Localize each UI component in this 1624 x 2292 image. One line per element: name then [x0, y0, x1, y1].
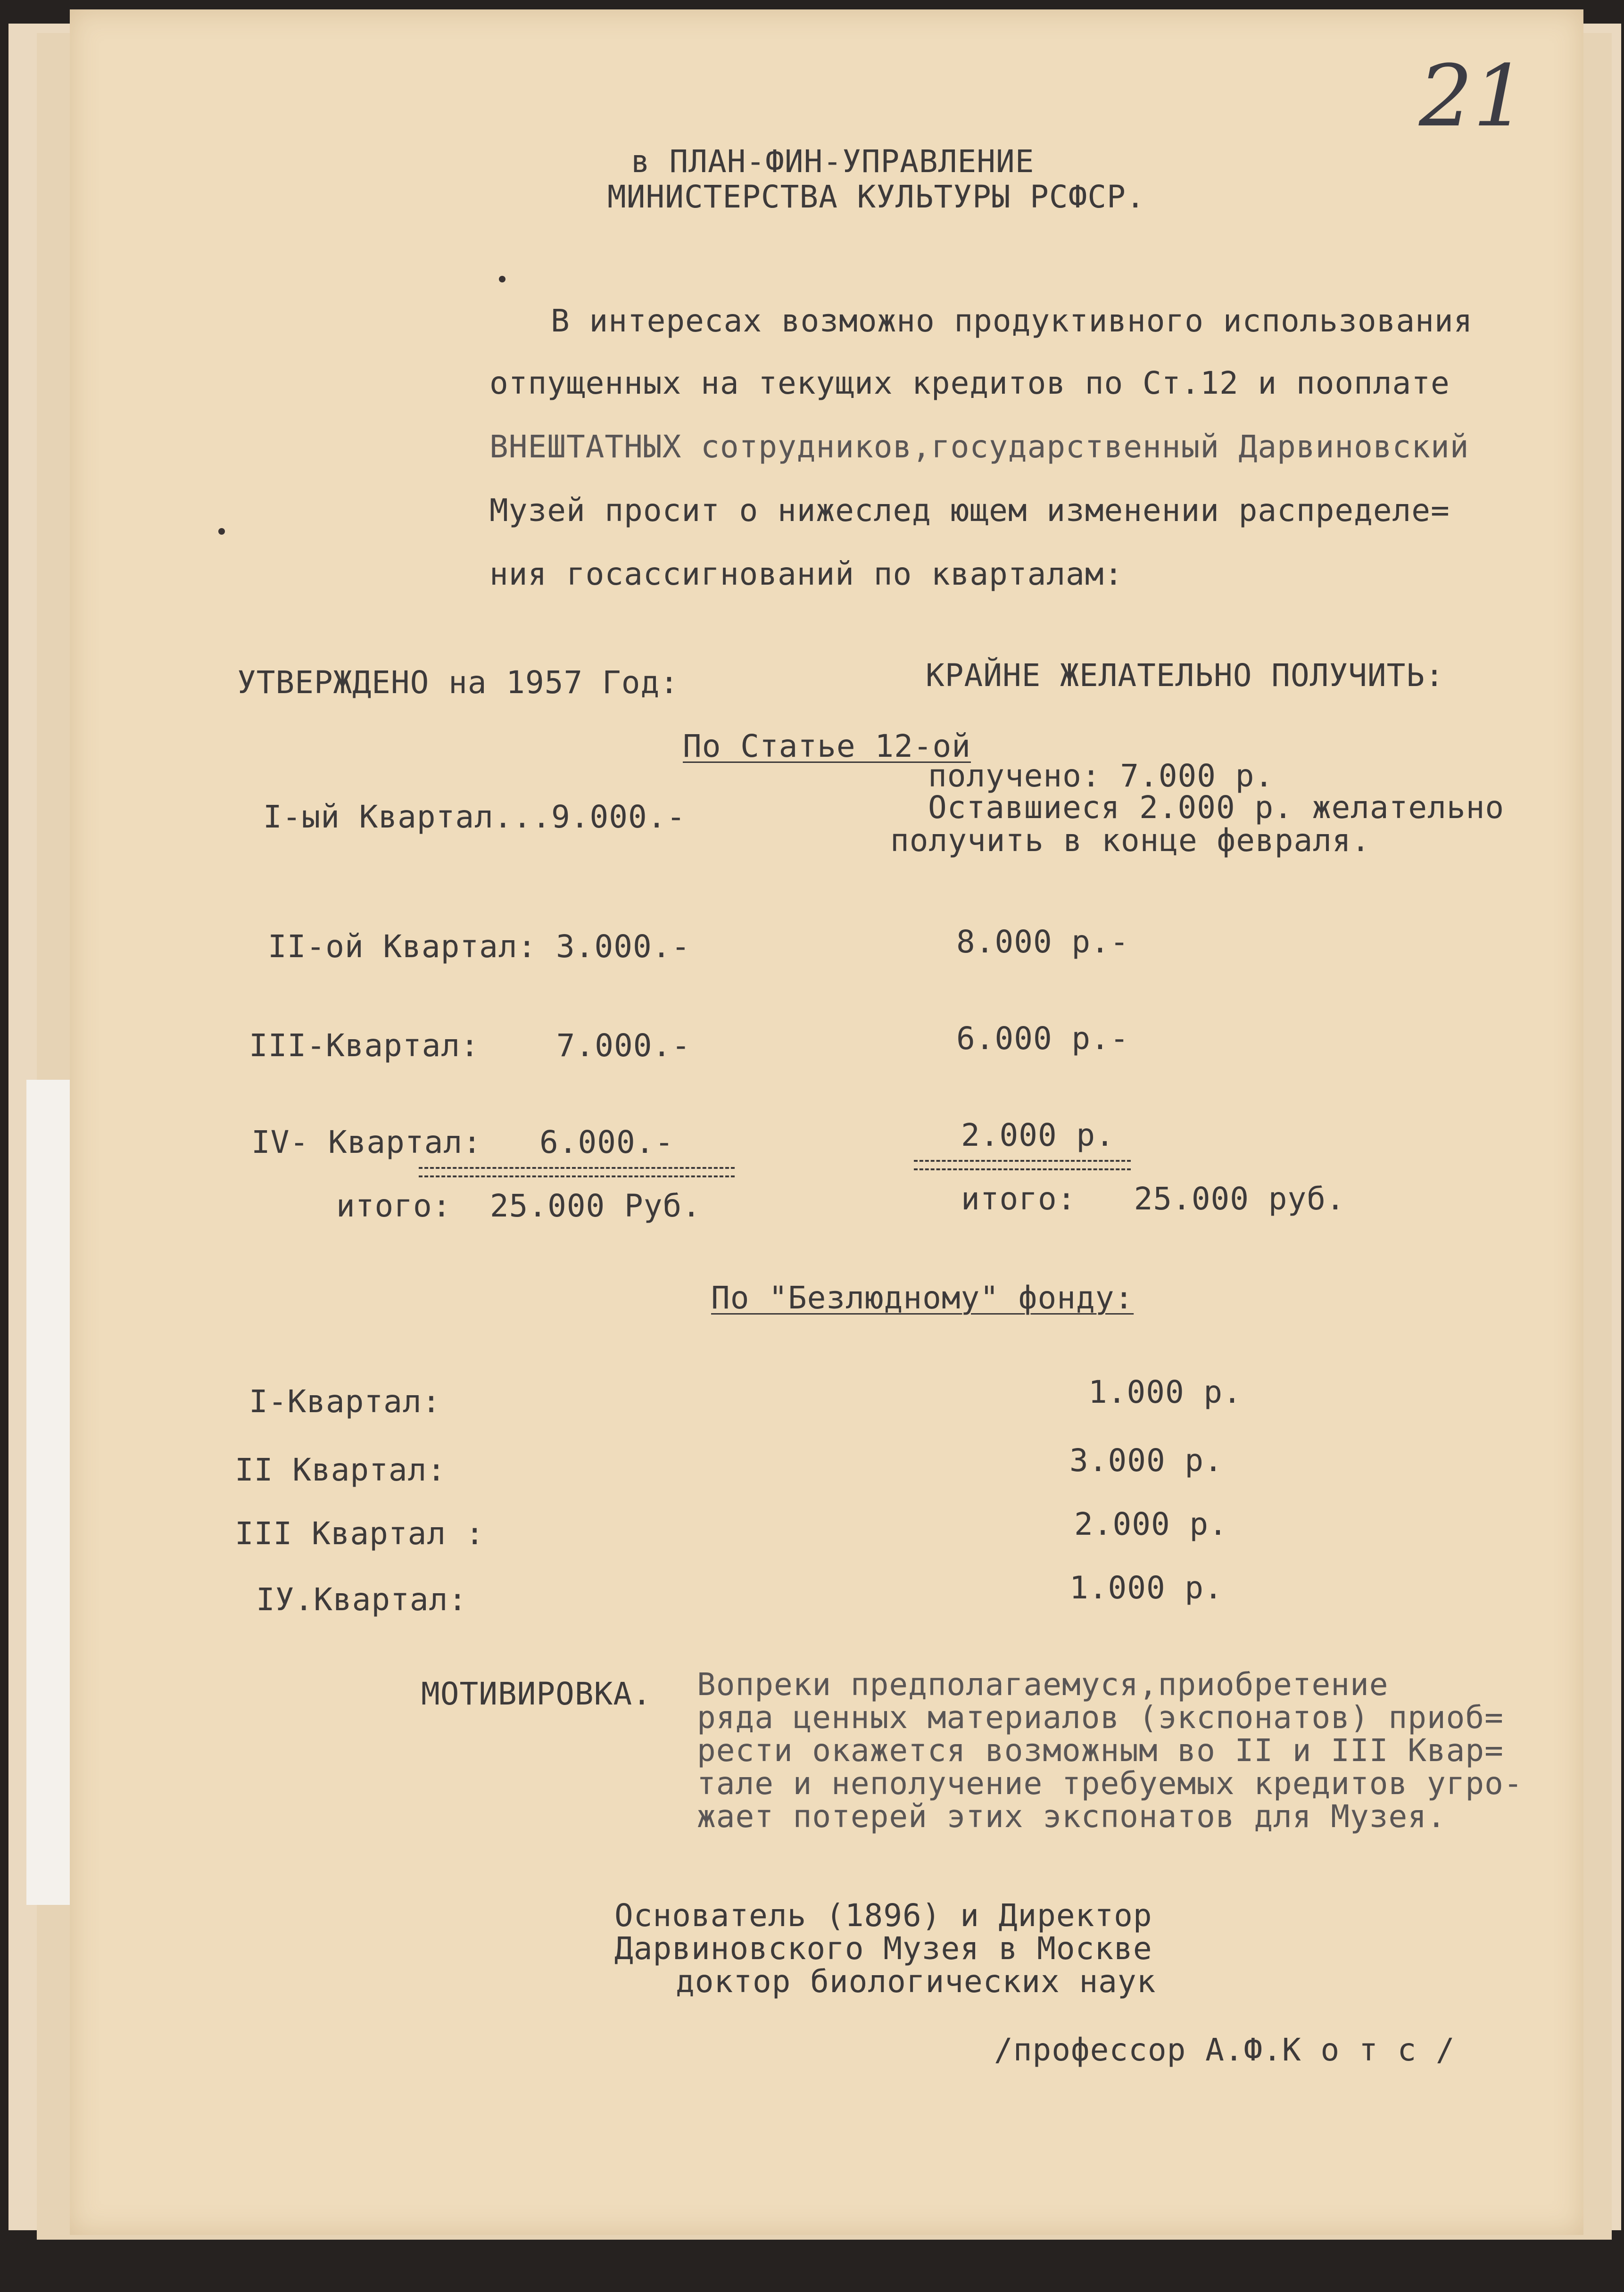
signature-line-2: Дарвиновского Музея в Москве: [614, 1930, 1152, 1967]
intro-line-5: ния госассигнований по кварталам:: [489, 556, 1124, 592]
motivation-line-2: ряда ценных материалов (экспонатов) приоб=: [697, 1699, 1504, 1736]
q3-approved: III-Квартал: 7.000.-: [249, 1027, 691, 1064]
intro-line-4: Музей просит о нижеслед ющем изменении распределе=: [489, 492, 1450, 529]
q1-remaining: Оставшиеся 2.000 р. желательно: [928, 789, 1505, 826]
motivation-label: МОТИВИРОВКА.: [421, 1676, 652, 1712]
intro-line-3: ВНЕШТАТНЫХ сотрудников,государственный Дарвиновский: [489, 429, 1469, 465]
fund-q1-value: 1.000 р.: [1088, 1374, 1242, 1410]
fund-q4-label: IУ.Квартал:: [256, 1581, 468, 1618]
signature-name: /профессор А.Ф.К о т с /: [994, 2032, 1455, 2068]
total-rule-left: [419, 1167, 735, 1177]
motivation-line-1: Вопреки предполагаемуся,приобретение: [697, 1666, 1389, 1703]
q4-approved: IV- Квартал: 6.000.-: [251, 1124, 674, 1160]
fund-q2-label: II Квартал:: [235, 1452, 447, 1488]
q4-desired: 2.000 р.: [961, 1117, 1115, 1153]
motivation-line-4: тале и неполучение требуемых кредитов угро-: [697, 1765, 1523, 1802]
signature-line-3: доктор биологических наук: [676, 1963, 1156, 2000]
q1-received: получено: 7.000 р.: [928, 758, 1274, 794]
signature-line-1: Основатель (1896) и Директор: [614, 1897, 1152, 1934]
fund-q4-value: 1.000 р.: [1069, 1570, 1223, 1606]
fund-q3-label: III Квартал :: [235, 1515, 485, 1552]
motivation-line-5: жает потерей этих экспонатов для Музея.: [697, 1798, 1446, 1835]
approved-heading: УТВЕРЖДЕНО на 1957 Год:: [237, 664, 679, 701]
desired-heading: КРАЙНЕ ЖЕЛАТЕЛЬНО ПОЛУЧИТЬ:: [926, 657, 1444, 694]
q1-request: получить в конце февраля.: [890, 822, 1371, 859]
q2-desired: 8.000 р.-: [956, 924, 1129, 960]
intro-line-1: В интересах возможно продуктивного использования: [551, 303, 1473, 339]
header-line-2: МИНИСТЕРСТВА КУЛЬТУРЫ РСФСР.: [607, 179, 1145, 215]
section1-title: По Статье 12-ой: [683, 728, 971, 764]
document-page: [70, 9, 1583, 2235]
fund-q1-label: I-Квартал:: [249, 1383, 441, 1420]
motivation-line-3: рести окажется возможным во II и III Квар=: [697, 1732, 1504, 1769]
intro-line-2: отпущенных на текущих кредитов по Ст.12 и пооплате: [489, 365, 1450, 401]
section2-title: По "Безлюдному" фонду:: [711, 1280, 1134, 1316]
q3-desired: 6.000 р.-: [956, 1020, 1129, 1057]
total-approved: итого: 25.000 Руб.: [336, 1188, 701, 1224]
q2-approved: II-ой Квартал: 3.000.-: [268, 928, 691, 965]
ink-speck: [499, 276, 505, 282]
ink-speck: [218, 528, 225, 535]
total-rule-right: [914, 1160, 1131, 1170]
q1-approved: I-ый Квартал...9.000.-: [263, 799, 686, 835]
header-line-1: в ПЛАН-ФИН-УПРАВЛЕНИЕ: [631, 143, 1035, 180]
fund-q3-value: 2.000 р.: [1074, 1506, 1228, 1542]
page-number: 21: [1418, 47, 1527, 146]
fund-q2-value: 3.000 р.: [1069, 1442, 1223, 1479]
total-desired: итого: 25.000 руб.: [961, 1181, 1345, 1217]
